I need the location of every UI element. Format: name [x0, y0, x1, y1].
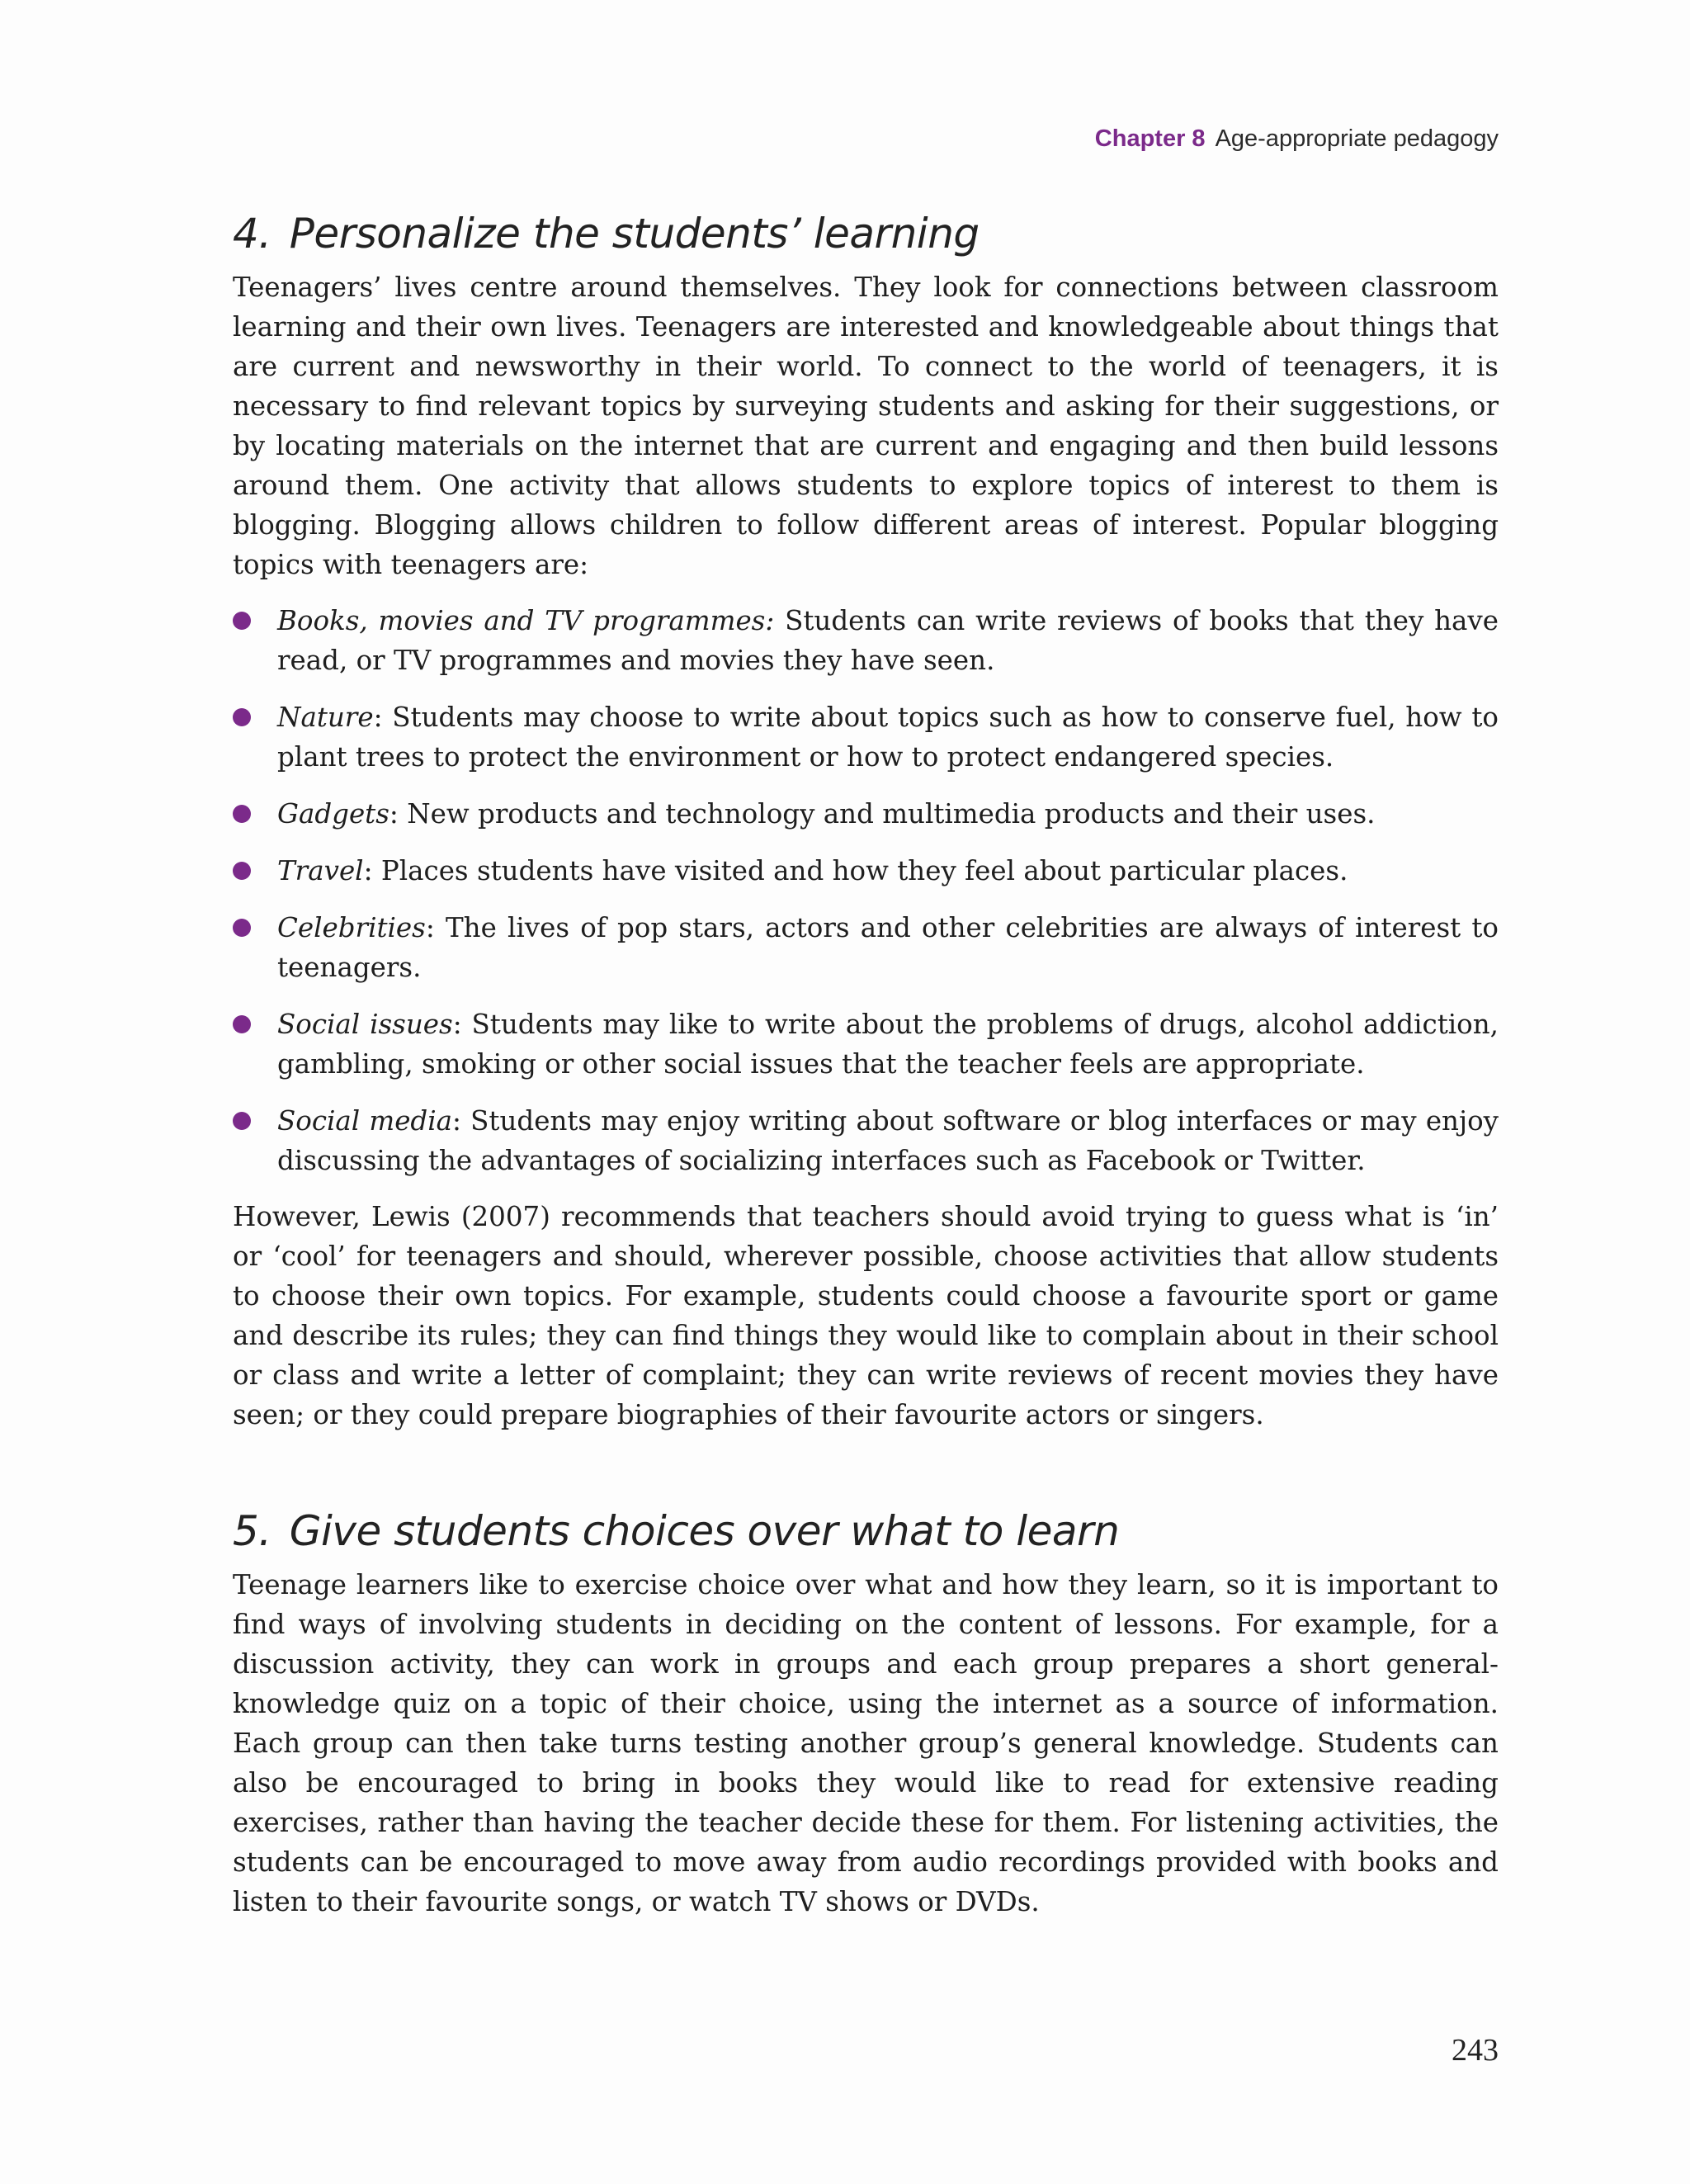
list-item [233, 794, 1499, 834]
running-head [1095, 125, 1499, 153]
list-item-term: Nature [277, 702, 374, 733]
list-item-term: Travel [277, 855, 364, 886]
list-item-text: Students can write reviews of books that they have read, or TV programmes and movies they have seen. [277, 605, 1499, 676]
section-title: Personalize the students’ learning [289, 210, 980, 258]
section-title: Give students choices over what to learn [289, 1507, 1120, 1555]
page-number: 243 [1452, 2033, 1499, 2068]
bullet-icon [233, 1015, 251, 1033]
bullet-icon [233, 919, 251, 937]
list-item-term: Books, movies and TV programmes: [277, 605, 775, 636]
bullet-icon [233, 862, 251, 880]
list-item-text: : Students may like to write about the problems of drugs, alcohol addiction, gambling, smoking or other social issues that the teacher feels are appropriate. [277, 1009, 1499, 1080]
list-item-term: Gadgets [277, 798, 389, 830]
list-item [233, 601, 1499, 680]
bullet-icon [233, 1112, 251, 1130]
list-item-text: : The lives of pop stars, actors and other celebrities are always of interest to teenagers. [277, 912, 1499, 983]
list-item-text: : Students may choose to write about topics such as how to conserve fuel, how to plant trees to protect the environment or how to protect endangered species. [277, 702, 1499, 773]
list-item-term: Social media [277, 1105, 453, 1137]
list-item-text: : Places students have visited and how they feel about particular places. [363, 855, 1348, 886]
list-item [233, 697, 1499, 777]
list-item-term: Celebrities [277, 912, 426, 943]
list-item [233, 1005, 1499, 1084]
list-item [233, 851, 1499, 891]
section-5-body-paragraph: Teenage learners like to exercise choice over what and how they learn, so it is important to find ways of involving students in deciding on the content of lessons. For example, for a discussion activity, they can work in groups and each group prepares a short general-knowledge quiz on a topic of their choice, using the internet as a source of information. Each group can then take turns testing another group’s general knowledge. Students can also be encouraged to bring in books they would like to read for extensive reading exercises, rather than having the teacher decide these for them. For listening activities, the students can be encouraged to move away from audio recordings provided with books and listen to their favourite songs, or watch TV shows or DVDs. [233, 1569, 1499, 1917]
list-item-text: : New products and technology and multimedia products and their uses. [389, 798, 1376, 830]
chapter-label: Chapter 8 [1094, 125, 1206, 152]
list-item [233, 908, 1499, 987]
page-content [233, 206, 1499, 1922]
list-item [233, 1101, 1499, 1180]
list-item-text: : Students may enjoy writing about software or blog interfaces or may enjoy discussing the advantages of socializing interfaces such as Facebook or Twitter. [277, 1105, 1499, 1176]
bullet-icon [233, 708, 251, 726]
section-number: 4. [233, 210, 271, 258]
bullet-icon [233, 805, 251, 823]
blogging-topics-list [233, 601, 1499, 1180]
list-item-term: Social issues [277, 1009, 453, 1040]
section-heading-5 [233, 1504, 1499, 1558]
section-4-closing-paragraph: However, Lewis (2007) recommends that teachers should avoid trying to guess what is ‘in’ or ‘cool’ for teenagers and should, wherever possible, choose activities that allow students to choose their own topics. For example, students could choose a favourite sport or game and describe its rules; they can find things they would like to complain about in their school or class and write a letter of complaint; they can write reviews of recent movies they have seen; or they could prepare biographies of their favourite actors or singers. [233, 1201, 1499, 1430]
section-heading-4 [233, 206, 1499, 261]
section-4-intro-paragraph: Teenagers’ lives centre around themselves. They look for connections between classroom learning and their own lives. Teenagers are interested and knowledgeable about things that are current and newsworthy in their world. To connect to the world of teenagers, it is necessary to find relevant topics by surveying students and asking for their suggestions, or by locating materials on the internet that are current and engaging and then build lessons around them. One activity that allows students to explore topics of interest to them is blogging. Blogging allows children to follow different areas of interest. Popular blogging topics with teenagers are: [233, 272, 1499, 580]
bullet-icon [233, 612, 251, 630]
section-number: 5. [233, 1507, 271, 1555]
chapter-title: Age-appropriate pedagogy [1215, 125, 1499, 152]
